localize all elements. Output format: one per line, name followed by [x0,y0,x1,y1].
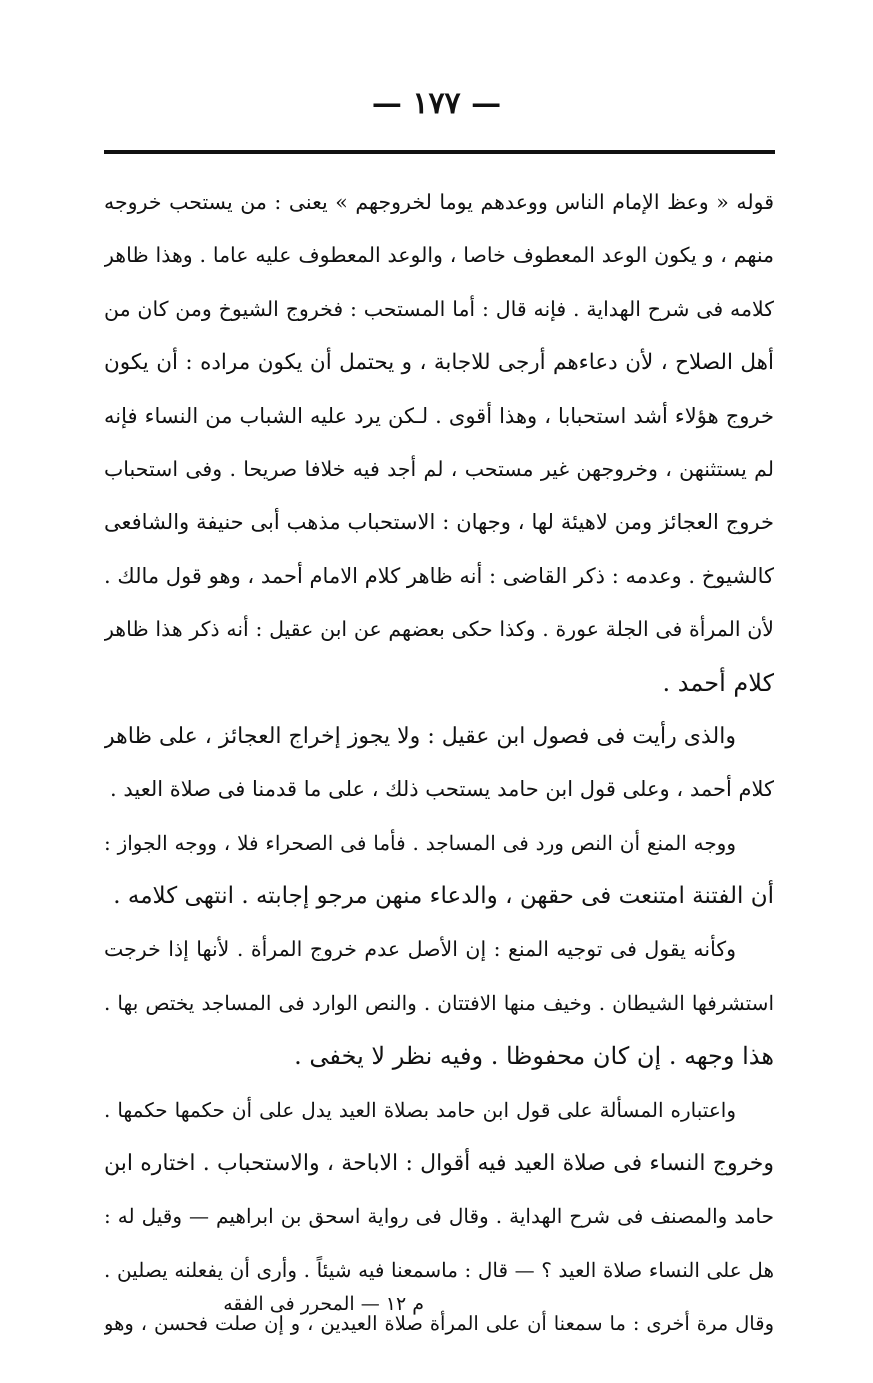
text-line: قوله « وعظ الإمام الناس ووعدهم يوما لخروجهم » يعنى : من يستحب خروجه [104,190,774,214]
text-line: أهل الصلاح ، لأن دعاءهم أرجى للاجابة ، و يحتمل أن يكون مراده : أن يكون [104,350,774,376]
footer-signature: م ١٢ — المحرر فى الفقه [223,1293,424,1315]
text-line: حامد والمصنف فى شرح الهداية . وقال فى رواية اسحق بن ابراهيم — وقيل له : [104,1204,774,1229]
text-line: كالشيوخ . وعدمه : ذكر القاضى : أنه ظاهر كلام الامام أحمد ، وهو قول مالك . [104,563,774,588]
text-line: كلام أحمد ، وعلى قول ابن حامد يستحب ذلك ، على ما قدمنا فى صلاة العيد . [110,777,774,802]
text-line: هذا وجهه . إن كان محفوظا . وفيه نظر لا يخفى . [294,1042,774,1071]
text-line: لأن المرأة فى الجلة عورة . وكذا حكى بعضهم عن ابن عقيل : أنه ذكر هذا ظاهر [104,617,774,642]
text-line: استشرفها الشيطان . وخيف منها الافتتان . والنص الوارد فى المساجد يختص بها . [104,990,774,1015]
text-line: لم يستثنهن ، وخروجهن غير مستحب ، لم أجد فيه خلافا صريحا . وفى استحباب [104,456,774,481]
text-line: ووجه المنع أن النص ورد فى المساجد . فأما فى الصحراء فلا ، ووجه الجواز : [104,830,736,855]
text-line: خروج العجائز ومن لاهيئة لها ، وجهان : الاستحباب مذهب أبى حنيفة والشافعى [104,510,774,535]
text-line: هل على النساء صلاة العيد ؟ — قال : ماسمعنا فيه شيئاً . وأرى أن يفعلنه يصلين . [104,1257,774,1282]
text-line: كلام أحمد . [662,668,774,697]
text-line: وقال مرة أخرى : ما سمعنا أن على المرأة صلاة العيدين ، و إن صلت فحسن ، وهو [104,1312,774,1336]
body-text [104,176,774,1351]
text-line: وخروج النساء فى صلاة العيد فيه أقوال : الاباحة ، والاستحباب . اختاره ابن [104,1151,774,1177]
text-line: منهم ، و يكون الوعد المعطوف خاصا ، والوعد المعطوف عليه عاما . وهذا ظاهر [104,243,774,268]
text-line: وكأنه يقول فى توجيه المنع : إن الأصل عدم خروج المرأة . لأنها إذا خرجت [104,937,736,962]
text-line: كلامه فى شرح الهداية . فإنه قال : أما المستحب : فخروج الشيوخ ومن كان من [104,296,774,321]
text-line: واعتباره المسألة على قول ابن حامد بصلاة العيد يدل على أن حكمها حكمها . [104,1097,736,1122]
text-line: خروج هؤلاء أشد استحبابا ، وهذا أقوى . لـكن يرد عليه الشباب من النساء فإنه [104,403,774,428]
page-number: — ١٧٧ — [371,86,502,121]
text-line: والذى رأيت فى فصول ابن عقيل : ولا يجوز إخراج العجائز ، على ظاهر [104,723,736,749]
text-line: أن الفتنة امتنعت فى حقهن ، والدعاء منهن مرجو إجابته . انتهى كلامه . [113,883,774,910]
header-rule [104,150,775,154]
